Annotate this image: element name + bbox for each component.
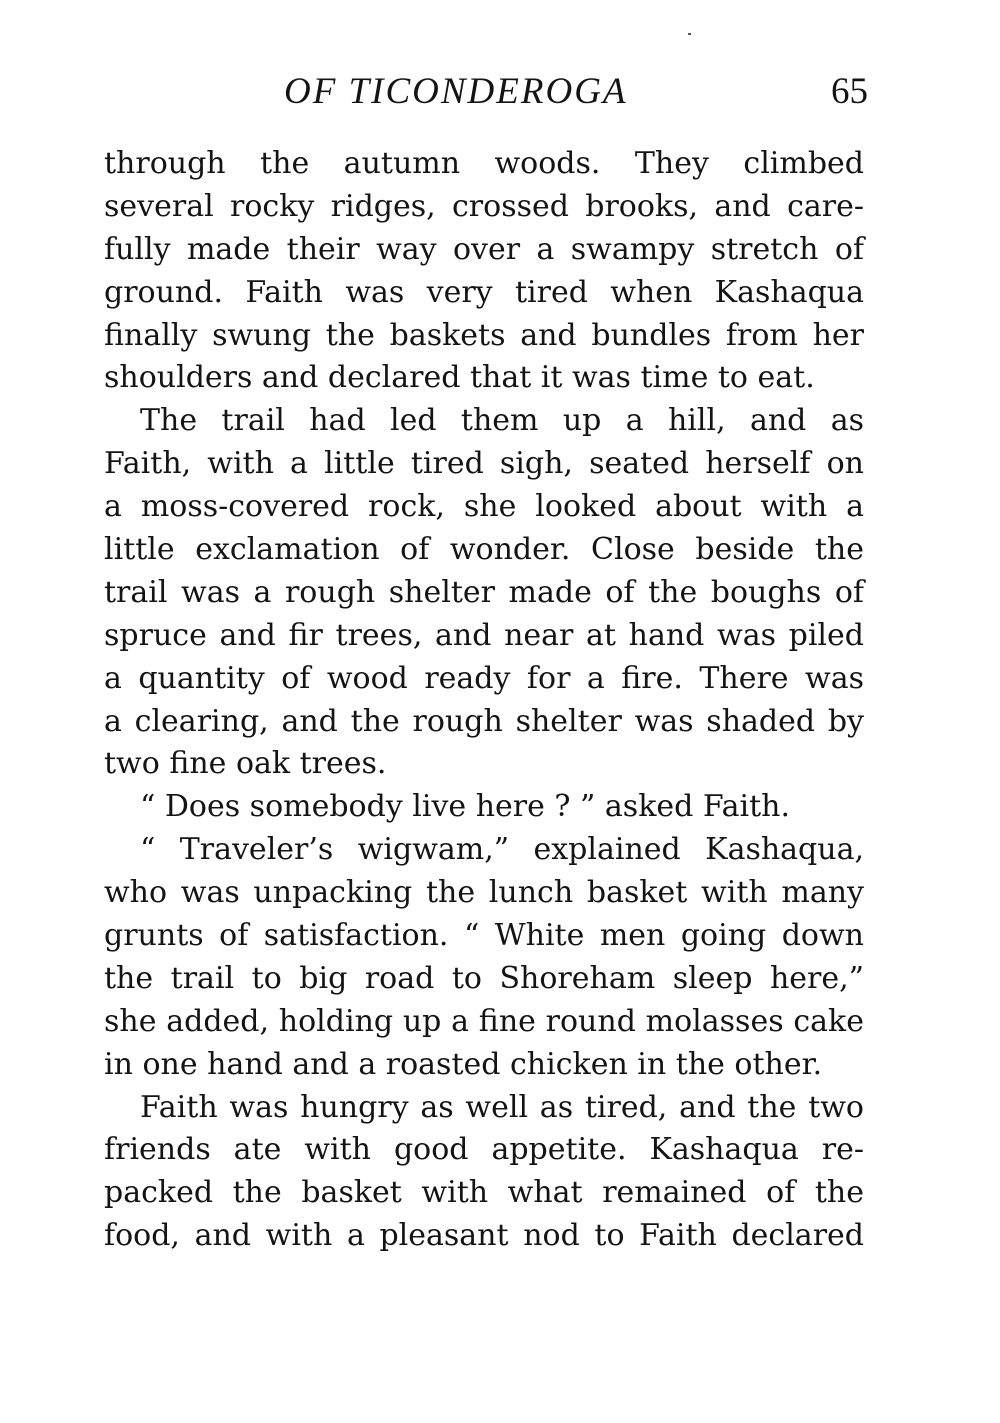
text-line: who was unpacking the lunch basket with many (104, 875, 864, 911)
text-line: ground. Faith was very tired when Kashaqua (104, 274, 864, 310)
text-line: fully made their way over a swampy stretch of (104, 231, 864, 267)
text-line: a moss-covered rock, she looked about with a (104, 489, 864, 525)
page-header (104, 70, 868, 120)
text-line: she added, holding up a fine round molasses cake (104, 1003, 864, 1039)
text-line: shoulders and declared that it was time to eat. (104, 360, 815, 396)
text-line: “ Does somebody live here ? ” asked Faith. (140, 789, 791, 825)
body-text (104, 143, 864, 1258)
text-line: in one hand and a roasted chicken in the other. (104, 1046, 823, 1082)
text-line: friends ate with good appetite. Kashaqua re- (104, 1132, 864, 1168)
text-line: several rocky ridges, crossed brooks, and care- (104, 188, 864, 224)
text-line: a quantity of wood ready for a fire. There was (104, 660, 864, 696)
text-line: “ Traveler’s wigwam,” explained Kashaqua, (140, 832, 864, 868)
text-line: the trail to big road to Shoreham sleep here,” (104, 960, 864, 996)
text-line: through the autumn woods. They climbed (104, 146, 864, 181)
page-number: 65 (831, 71, 868, 112)
text-line: food, and with a pleasant nod to Faith declared (104, 1218, 864, 1254)
text-line: packed the basket with what remained of the (104, 1175, 864, 1211)
running-head: OF TICONDEROGA (284, 71, 628, 112)
text-line: grunts of satisfaction. “ White men going down (104, 918, 864, 954)
text-line: Faith was hungry as well as tired, and the two (140, 1089, 864, 1125)
text-line: The trail had led them up a hill, and as (140, 403, 864, 439)
text-line: finally swung the baskets and bundles from her (104, 317, 864, 353)
text-line: trail was a rough shelter made of the boughs of (104, 574, 864, 610)
print-speck (688, 33, 691, 35)
text-line: spruce and fir trees, and near at hand was piled (104, 617, 864, 653)
text-line: a clearing, and the rough shelter was shaded by (104, 703, 864, 739)
text-line: Faith, with a little tired sigh, seated herself on (104, 446, 864, 482)
text-line: two fine oak trees. (104, 746, 387, 782)
text-line: little exclamation of wonder. Close beside the (104, 532, 864, 568)
